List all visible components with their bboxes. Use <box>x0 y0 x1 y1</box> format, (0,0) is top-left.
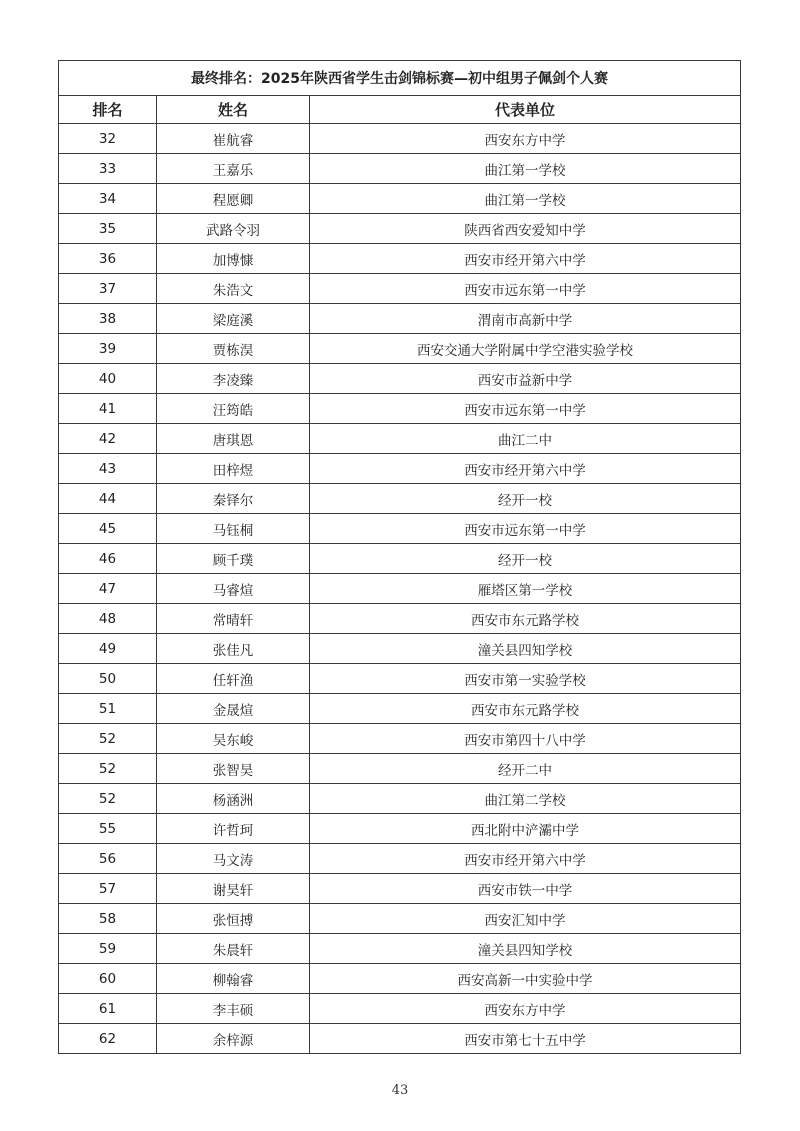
name-cell: 田梓煜 <box>157 454 310 484</box>
rank-cell: 47 <box>59 574 157 604</box>
rank-cell: 52 <box>59 784 157 814</box>
name-cell: 马钰桐 <box>157 514 310 544</box>
rank-cell: 58 <box>59 904 157 934</box>
unit-cell: 曲江第二学校 <box>310 784 741 814</box>
table-row <box>59 874 741 904</box>
name-cell: 顾千璞 <box>157 544 310 574</box>
table-row <box>59 604 741 634</box>
name-cell: 杨涵洲 <box>157 784 310 814</box>
table-row <box>59 124 741 154</box>
table-row <box>59 304 741 334</box>
rank-cell: 57 <box>59 874 157 904</box>
name-cell: 任轩渔 <box>157 664 310 694</box>
unit-cell: 西安东方中学 <box>310 994 741 1024</box>
name-cell: 朱浩文 <box>157 274 310 304</box>
rank-cell: 56 <box>59 844 157 874</box>
name-cell: 崔航睿 <box>157 124 310 154</box>
results-table <box>58 60 741 1054</box>
rank-cell: 60 <box>59 964 157 994</box>
unit-cell: 西安市东元路学校 <box>310 604 741 634</box>
name-cell: 张智昊 <box>157 754 310 784</box>
table-row <box>59 754 741 784</box>
rank-cell: 52 <box>59 754 157 784</box>
rank-cell: 59 <box>59 934 157 964</box>
name-column-header: 姓名 <box>157 96 310 124</box>
rank-cell: 51 <box>59 694 157 724</box>
unit-cell: 西安交通大学附属中学空港实验学校 <box>310 334 741 364</box>
unit-cell: 西安市远东第一中学 <box>310 514 741 544</box>
rank-cell: 32 <box>59 124 157 154</box>
unit-cell: 西安市东元路学校 <box>310 694 741 724</box>
rank-cell: 34 <box>59 184 157 214</box>
unit-cell: 经开一校 <box>310 544 741 574</box>
table-row <box>59 634 741 664</box>
table-row <box>59 904 741 934</box>
table-row <box>59 274 741 304</box>
rank-cell: 36 <box>59 244 157 274</box>
name-cell: 王嘉乐 <box>157 154 310 184</box>
name-cell: 李丰硕 <box>157 994 310 1024</box>
rank-cell: 42 <box>59 424 157 454</box>
unit-cell: 西安市远东第一中学 <box>310 274 741 304</box>
unit-cell: 西安市经开第六中学 <box>310 244 741 274</box>
unit-cell: 经开一校 <box>310 484 741 514</box>
table-row <box>59 454 741 484</box>
rank-cell: 62 <box>59 1024 157 1054</box>
unit-cell: 西安市经开第六中学 <box>310 454 741 484</box>
table-row <box>59 664 741 694</box>
name-cell: 程愿卿 <box>157 184 310 214</box>
rank-cell: 46 <box>59 544 157 574</box>
table-row <box>59 334 741 364</box>
unit-cell: 经开二中 <box>310 754 741 784</box>
table-row <box>59 934 741 964</box>
table-row <box>59 694 741 724</box>
name-cell: 汪筠皓 <box>157 394 310 424</box>
table-row <box>59 1024 741 1054</box>
table-row <box>59 814 741 844</box>
table-body <box>59 124 741 1054</box>
rank-cell: 38 <box>59 304 157 334</box>
name-cell: 唐琪恩 <box>157 424 310 454</box>
table-row <box>59 514 741 544</box>
unit-cell: 西安市第一实验学校 <box>310 664 741 694</box>
name-cell: 余梓源 <box>157 1024 310 1054</box>
unit-cell: 西安东方中学 <box>310 124 741 154</box>
unit-cell: 曲江第一学校 <box>310 154 741 184</box>
table-row <box>59 484 741 514</box>
name-cell: 加博慷 <box>157 244 310 274</box>
unit-cell: 曲江二中 <box>310 424 741 454</box>
unit-cell: 雁塔区第一学校 <box>310 574 741 604</box>
table-row <box>59 184 741 214</box>
unit-cell: 曲江第一学校 <box>310 184 741 214</box>
unit-cell: 潼关县四知学校 <box>310 634 741 664</box>
table-row <box>59 544 741 574</box>
table-row <box>59 844 741 874</box>
table-title-row <box>59 61 741 96</box>
name-cell: 梁庭溪 <box>157 304 310 334</box>
table-header-row <box>59 96 741 124</box>
name-cell: 马文涛 <box>157 844 310 874</box>
name-cell: 许哲珂 <box>157 814 310 844</box>
unit-cell: 西安汇知中学 <box>310 904 741 934</box>
rank-cell: 48 <box>59 604 157 634</box>
unit-cell: 西北附中浐灞中学 <box>310 814 741 844</box>
rank-cell: 43 <box>59 454 157 484</box>
table-row <box>59 724 741 754</box>
rank-cell: 33 <box>59 154 157 184</box>
name-cell: 李凌臻 <box>157 364 310 394</box>
unit-column-header: 代表单位 <box>310 96 741 124</box>
name-cell: 谢昊轩 <box>157 874 310 904</box>
unit-cell: 西安市远东第一中学 <box>310 394 741 424</box>
rank-cell: 55 <box>59 814 157 844</box>
table-row <box>59 784 741 814</box>
name-cell: 金晟煊 <box>157 694 310 724</box>
unit-cell: 西安高新一中实验中学 <box>310 964 741 994</box>
rank-cell: 50 <box>59 664 157 694</box>
rank-cell: 49 <box>59 634 157 664</box>
unit-cell: 陕西省西安爱知中学 <box>310 214 741 244</box>
rank-cell: 44 <box>59 484 157 514</box>
name-cell: 吴东峻 <box>157 724 310 754</box>
unit-cell: 西安市第七十五中学 <box>310 1024 741 1054</box>
unit-cell: 西安市铁一中学 <box>310 874 741 904</box>
rank-cell: 35 <box>59 214 157 244</box>
table-row <box>59 394 741 424</box>
table-row <box>59 424 741 454</box>
unit-cell: 西安市益新中学 <box>310 364 741 394</box>
name-cell: 秦铎尔 <box>157 484 310 514</box>
unit-cell: 西安市经开第六中学 <box>310 844 741 874</box>
table-row <box>59 994 741 1024</box>
page-number: 43 <box>391 1083 409 1098</box>
name-cell: 张恒搏 <box>157 904 310 934</box>
rank-cell: 40 <box>59 364 157 394</box>
unit-cell: 潼关县四知学校 <box>310 934 741 964</box>
name-cell: 朱晨轩 <box>157 934 310 964</box>
table-row <box>59 154 741 184</box>
unit-cell: 西安市第四十八中学 <box>310 724 741 754</box>
table-title: 最终排名：2025年陕西省学生击剑锦标赛—初中组男子佩剑个人赛 <box>59 61 741 96</box>
name-cell: 张佳凡 <box>157 634 310 664</box>
name-cell: 常晴轩 <box>157 604 310 634</box>
name-cell: 贾栋淏 <box>157 334 310 364</box>
rank-cell: 52 <box>59 724 157 754</box>
rank-cell: 41 <box>59 394 157 424</box>
name-cell: 武路令羽 <box>157 214 310 244</box>
unit-cell: 渭南市高新中学 <box>310 304 741 334</box>
rank-column-header: 排名 <box>59 96 157 124</box>
rank-cell: 45 <box>59 514 157 544</box>
rank-cell: 37 <box>59 274 157 304</box>
table-row <box>59 364 741 394</box>
name-cell: 马睿煊 <box>157 574 310 604</box>
rank-cell: 39 <box>59 334 157 364</box>
table-row <box>59 574 741 604</box>
name-cell: 柳翰睿 <box>157 964 310 994</box>
rank-cell: 61 <box>59 994 157 1024</box>
table-row <box>59 214 741 244</box>
table-row <box>59 964 741 994</box>
table-row <box>59 244 741 274</box>
